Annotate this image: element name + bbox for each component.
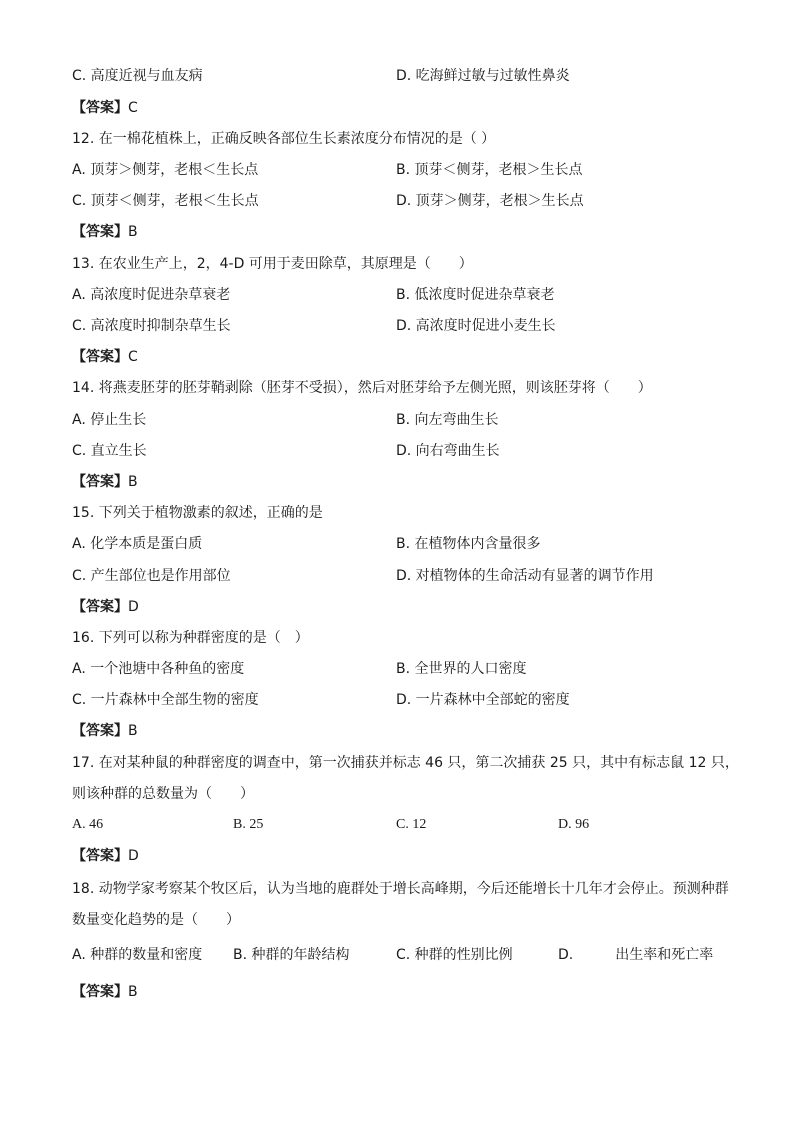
q12-option-b: B. 顶芽＜侧芽，老根＞生长点: [396, 162, 583, 178]
answer-tag: 【答案】: [72, 349, 128, 365]
answer-value: C: [128, 100, 138, 116]
q18-stem-line2: 数量变化趋势的是（ ）: [72, 912, 240, 928]
q16-answer: [72, 721, 138, 741]
q12-option-a: A. 顶芽＞侧芽，老根＜生长点: [72, 162, 259, 178]
q13-option-b: B. 低浓度时促进杂草衰老: [396, 287, 555, 303]
q13-option-a: A. 高浓度时促进杂草衰老: [72, 287, 231, 303]
q12-option-d: D. 顶芽＞侧芽，老根＞生长点: [396, 193, 584, 209]
answer-value: B: [128, 474, 138, 490]
answer-value: B: [128, 984, 138, 1000]
q18-option-b: B. 种群的年龄结构: [233, 947, 350, 963]
q14-option-d: D. 向右弯曲生长: [396, 443, 500, 459]
q18-answer: [72, 982, 138, 1002]
q14-option-c: C. 直立生长: [72, 443, 147, 459]
q11-option-d: D. 吃海鲜过敏与过敏性鼻炎: [396, 68, 570, 84]
q15-answer: [72, 597, 139, 617]
q13-answer: [72, 347, 138, 367]
q15-option-b: B. 在植物体内含量很多: [396, 536, 541, 552]
q17-option-a: A. 46: [72, 817, 104, 832]
q11-answer: [72, 98, 138, 118]
answer-tag: 【答案】: [72, 224, 128, 240]
answer-value: B: [128, 224, 138, 240]
q12-answer: [72, 222, 138, 242]
q16-option-d: D. 一片森林中全部蛇的密度: [396, 692, 570, 708]
q15-option-a: A. 化学本质是蛋白质: [72, 536, 203, 552]
answer-value: B: [128, 723, 138, 739]
q12-stem: 12. 在一棉花植株上，正确反映各部位生长素浓度分布情况的是（ ）: [72, 131, 496, 147]
q14-option-b: B. 向左弯曲生长: [396, 412, 499, 428]
q18-option-c: C. 种群的性别比例: [396, 947, 513, 963]
q15-option-d: D. 对植物体的生命活动有显著的调节作用: [396, 568, 654, 584]
q17-stem-line2: 则该种群的总数量为（ ）: [72, 786, 254, 802]
q17-answer: [72, 846, 139, 866]
q11-option-c: C. 高度近视与血友病: [72, 68, 203, 84]
answer-value: D: [128, 848, 139, 864]
answer-tag: 【答案】: [72, 100, 128, 116]
answer-tag: 【答案】: [72, 984, 128, 1000]
q14-option-a: A. 停止生长: [72, 412, 147, 428]
answer-tag: 【答案】: [72, 723, 128, 739]
q16-option-a: A. 一个池塘中各种鱼的密度: [72, 661, 245, 677]
answer-tag: 【答案】: [72, 848, 128, 864]
answer-tag: 【答案】: [72, 599, 128, 615]
q18-option-a: A. 种群的数量和密度: [72, 947, 203, 963]
q15-option-c: C. 产生部位也是作用部位: [72, 568, 231, 584]
q17-option-d: D. 96: [558, 817, 590, 832]
q17-option-b: B. 25: [233, 817, 264, 832]
q15-stem: 15. 下列关于植物激素的叙述，正确的是: [72, 505, 323, 521]
q13-stem: 13. 在农业生产上，2，4-D 可用于麦田除草，其原理是（ ）: [72, 256, 473, 272]
q14-answer: [72, 472, 138, 492]
q12-option-c: C. 顶芽＜侧芽，老根＜生长点: [72, 193, 259, 209]
q18-stem-line1: 18. 动物学家考察某个牧区后，认为当地的鹿群处于增长高峰期，今后还能增长十几年才会停止。预测种群: [72, 881, 729, 897]
q17-option-c: C. 12: [396, 817, 427, 832]
q16-option-b: B. 全世界的人口密度: [396, 661, 527, 677]
q13-option-c: C. 高浓度时抑制杂草生长: [72, 318, 231, 334]
q14-stem: 14. 将燕麦胚芽的胚芽鞘剥除（胚芽不受损），然后对胚芽给予左侧光照，则该胚芽将（ ）: [72, 380, 652, 396]
q17-stem-line1: 17. 在对某种鼠的种群密度的调查中，第一次捕获并标志 46 只，第二次捕获 25 只，其中有标志鼠 12 只，: [72, 755, 739, 771]
answer-value: C: [128, 349, 138, 365]
answer-tag: 【答案】: [72, 474, 128, 490]
answer-value: D: [128, 599, 139, 615]
q16-option-c: C. 一片森林中全部生物的密度: [72, 692, 259, 708]
q16-stem: 16. 下列可以称为种群密度的是（ ）: [72, 630, 309, 646]
q18-option-d: D. 出生率和死亡率: [558, 947, 714, 963]
q13-option-d: D. 高浓度时促进小麦生长: [396, 318, 556, 334]
